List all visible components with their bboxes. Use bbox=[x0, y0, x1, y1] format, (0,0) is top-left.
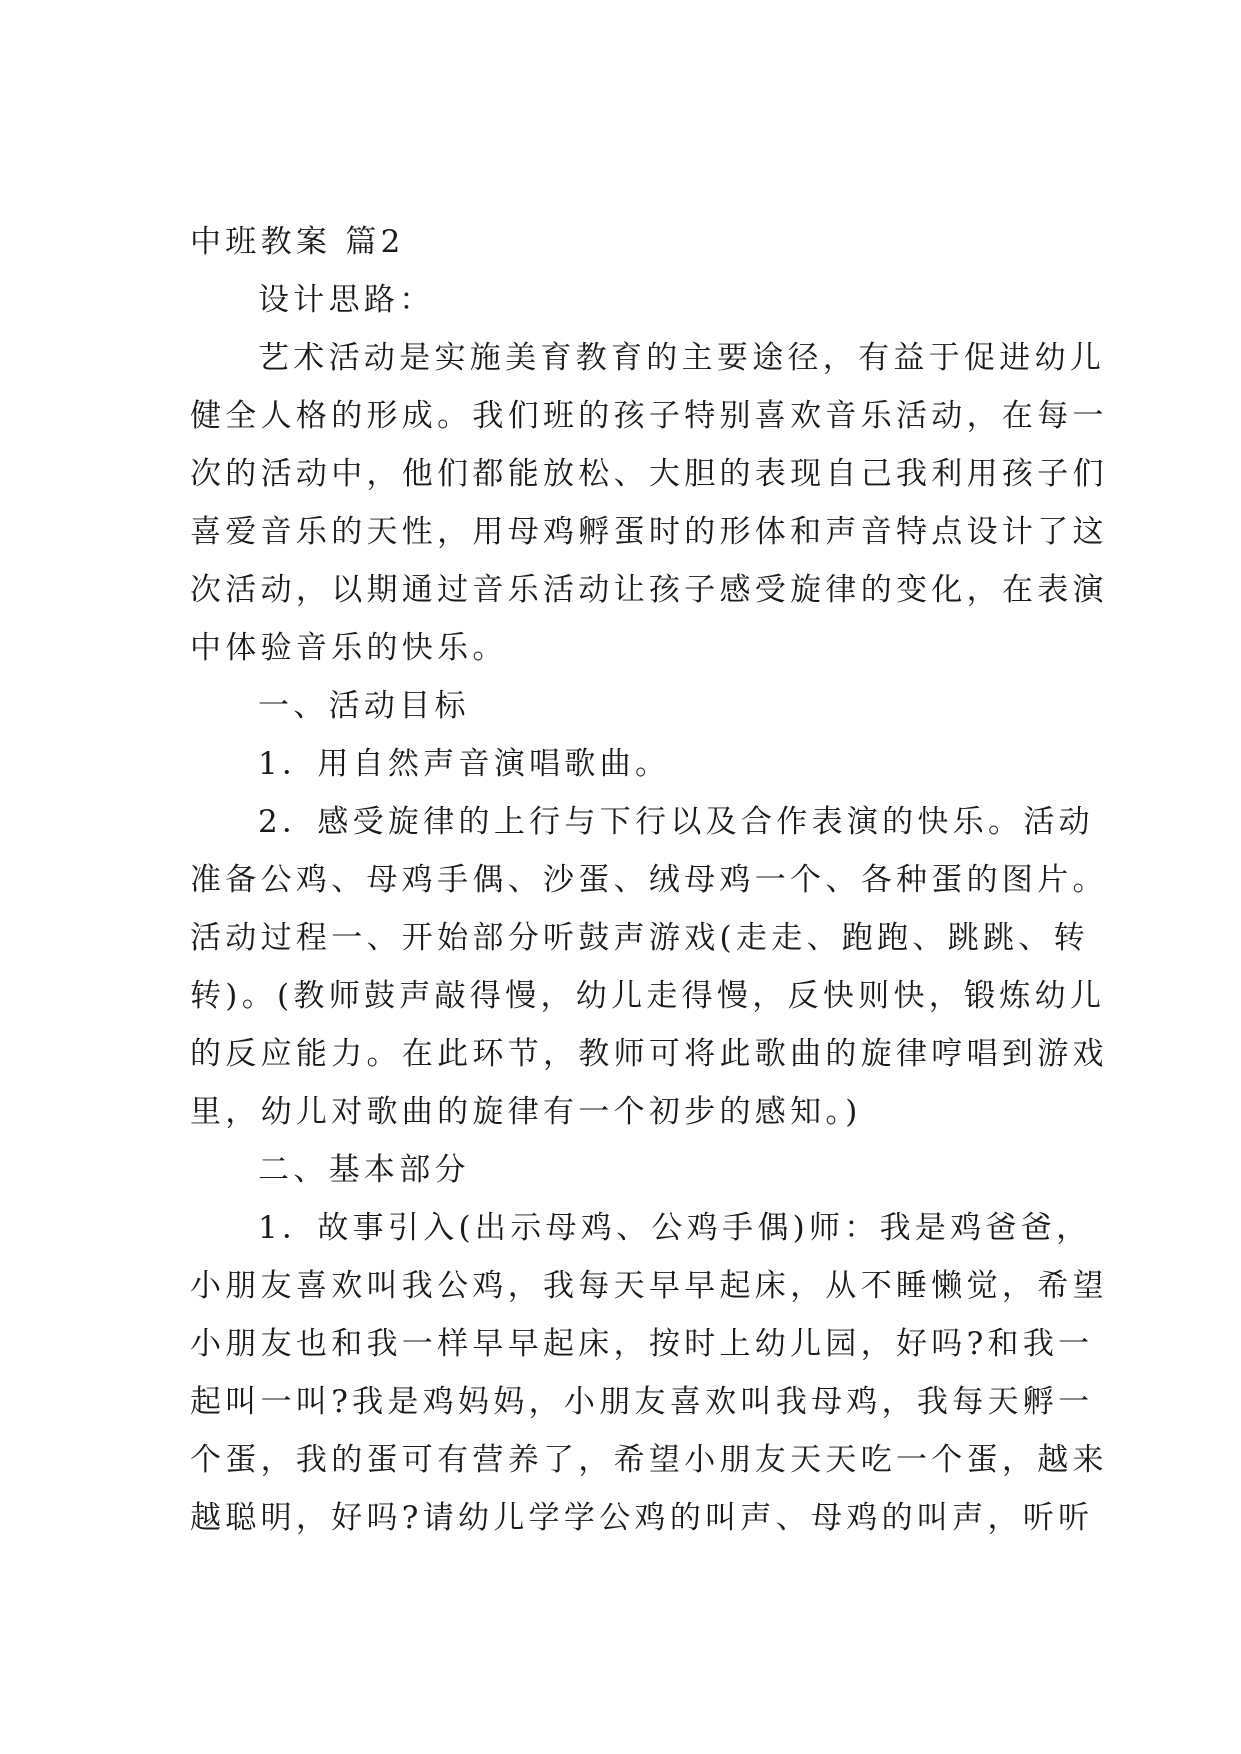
section-title-goals: 一、活动目标 bbox=[258, 688, 470, 724]
paragraph-line: 起叫一叫?我是鸡妈妈，小朋友喜欢叫我母鸡，我每天孵一 bbox=[190, 1384, 1094, 1420]
goal-item-1: 1．用自然声音演唱歌曲。 bbox=[258, 746, 671, 782]
paragraph-line: 转)。(教师鼓声敲得慢，幼儿走得慢，反快则快，锻炼幼儿 bbox=[190, 978, 1106, 1014]
paragraph-line: 次活动，以期通过音乐活动让孩子感受旋律的变化，在表演 bbox=[190, 572, 1108, 608]
paragraph-line: 准备公鸡、母鸡手偶、沙蛋、绒母鸡一个、各种蛋的图片。 bbox=[190, 862, 1108, 898]
paragraph-line: 个蛋，我的蛋可有营养了，希望小朋友天天吃一个蛋，越来 bbox=[190, 1442, 1108, 1478]
story-paragraph bbox=[190, 1208, 1108, 1556]
paragraph-line: 1．故事引入(出示母鸡、公鸡手偶)师：我是鸡爸爸， bbox=[258, 1210, 1092, 1246]
paragraph-line: 中体验音乐的快乐。 bbox=[190, 630, 508, 666]
goal-2-paragraph bbox=[190, 802, 1108, 1150]
design-title: 设计思路： bbox=[258, 282, 435, 318]
paragraph-line: 活动过程一、开始部分听鼓声游戏(走走、跑跑、跳跳、转 bbox=[190, 920, 1089, 956]
paragraph-line: 次的活动中，他们都能放松、大胆的表现自己我利用孩子们 bbox=[190, 456, 1108, 492]
paragraph-line: 里，幼儿对歌曲的旋律有一个初步的感知。) bbox=[190, 1094, 862, 1130]
document-heading: 中班教案 篇2 bbox=[190, 224, 405, 260]
paragraph-line: 的反应能力。在此环节，教师可将此歌曲的旋律哼唱到游戏 bbox=[190, 1036, 1108, 1072]
design-paragraph bbox=[190, 338, 1108, 686]
document-page bbox=[190, 222, 1108, 1556]
paragraph-line: 小朋友也和我一样早早起床，按时上幼儿园，好吗?和我一 bbox=[190, 1326, 1094, 1362]
paragraph-line: 艺术活动是实施美育教育的主要途径，有益于促进幼儿 bbox=[258, 340, 1106, 376]
paragraph-line: 越聪明，好吗?请幼儿学学公鸡的叫声、母鸡的叫声，听听 bbox=[190, 1500, 1094, 1536]
section-title-basic: 二、基本部分 bbox=[258, 1152, 470, 1188]
paragraph-line: 2．感受旋律的上行与下行以及合作表演的快乐。活动 bbox=[258, 804, 1094, 840]
paragraph-line: 小朋友喜欢叫我公鸡，我每天早早起床，从不睡懒觉，希望 bbox=[190, 1268, 1108, 1304]
paragraph-line: 喜爱音乐的天性，用母鸡孵蛋时的形体和声音特点设计了这 bbox=[190, 514, 1108, 550]
paragraph-line: 健全人格的形成。我们班的孩子特别喜欢音乐活动，在每一 bbox=[190, 398, 1108, 434]
